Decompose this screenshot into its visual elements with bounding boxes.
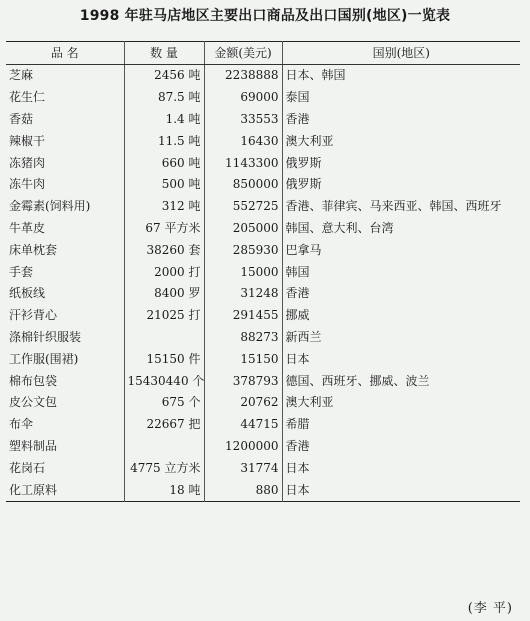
cell-quantity: 2456 吨 — [124, 65, 204, 87]
cell-amount: 850000 — [204, 174, 282, 196]
cell-quantity: 87.5 吨 — [124, 87, 204, 109]
table-row — [6, 130, 520, 152]
table-row — [6, 109, 520, 131]
cell-country: 韩国、意大利、台湾 — [282, 218, 520, 240]
cell-amount: 1143300 — [204, 152, 282, 174]
cell-country: 希腊 — [282, 414, 520, 436]
table-row — [6, 218, 520, 240]
cell-product-name: 手套 — [9, 264, 34, 279]
cell-amount: 378793 — [204, 370, 282, 392]
table-row — [6, 436, 520, 458]
cell-amount: 33553 — [204, 109, 282, 131]
cell-quantity — [124, 436, 204, 458]
cell-amount: 44715 — [204, 414, 282, 436]
table-row — [6, 327, 520, 349]
cell-country: 日本、韩国 — [282, 65, 520, 87]
table-row — [6, 348, 520, 370]
cell-country: 香港 — [282, 109, 520, 131]
cell-product-name: 冻牛肉 — [9, 177, 46, 192]
cell-amount: 205000 — [204, 218, 282, 240]
cell-product-name: 冻猪肉 — [9, 155, 46, 170]
cell-amount: 15000 — [204, 261, 282, 283]
table-body — [6, 65, 520, 502]
cell-amount: 15150 — [204, 348, 282, 370]
cell-country: 泰国 — [282, 87, 520, 109]
cell-product-name: 化工原料 — [9, 482, 58, 497]
cell-country: 澳大利亚 — [282, 130, 520, 152]
cell-product-name: 塑料制品 — [9, 438, 58, 453]
cell-country: 日本 — [282, 348, 520, 370]
cell-product-name: 香菇 — [9, 111, 34, 126]
table-row — [6, 414, 520, 436]
table-row — [6, 392, 520, 414]
cell-amount: 31248 — [204, 283, 282, 305]
table-row — [6, 283, 520, 305]
cell-quantity: 15150 件 — [124, 348, 204, 370]
table-row — [6, 87, 520, 109]
cell-quantity: 2000 打 — [124, 261, 204, 283]
cell-country: 俄罗斯 — [282, 174, 520, 196]
export-table — [6, 41, 520, 502]
cell-country: 香港 — [282, 283, 520, 305]
cell-country: 俄罗斯 — [282, 152, 520, 174]
column-header-name: 品 名 — [6, 42, 124, 65]
cell-quantity — [124, 327, 204, 349]
cell-quantity: 4775 立方米 — [124, 457, 204, 479]
table-row — [6, 152, 520, 174]
cell-country: 新西兰 — [282, 327, 520, 349]
cell-country: 日本 — [282, 457, 520, 479]
cell-quantity: 312 吨 — [124, 196, 204, 218]
cell-country: 挪威 — [282, 305, 520, 327]
cell-product-name: 布伞 — [9, 417, 34, 432]
cell-country: 日本 — [282, 479, 520, 501]
cell-product-name: 花岗石 — [9, 460, 46, 475]
cell-amount: 16430 — [204, 130, 282, 152]
author-credit: (李 平) — [467, 601, 513, 616]
cell-product-name: 花生仁 — [9, 90, 46, 105]
cell-quantity: 675 个 — [124, 392, 204, 414]
cell-quantity: 18 吨 — [124, 479, 204, 501]
cell-product-name: 纸板线 — [9, 286, 46, 301]
cell-product-name: 棉布包袋 — [9, 373, 58, 388]
cell-product-name: 芝麻 — [9, 68, 34, 83]
table-row — [6, 457, 520, 479]
cell-product-name: 皮公文包 — [9, 395, 58, 410]
table-row — [6, 239, 520, 261]
cell-product-name: 牛革皮 — [9, 220, 46, 235]
cell-product-name: 金霉素(饲料用) — [9, 199, 91, 214]
cell-quantity: 660 吨 — [124, 152, 204, 174]
cell-amount: 880 — [204, 479, 282, 501]
cell-quantity: 1.4 吨 — [124, 109, 204, 131]
cell-amount: 2238888 — [204, 65, 282, 87]
table-row — [6, 261, 520, 283]
cell-quantity: 8400 罗 — [124, 283, 204, 305]
cell-quantity: 11.5 吨 — [124, 130, 204, 152]
column-header-quantity: 数 量 — [124, 42, 204, 65]
table-header-row — [6, 42, 520, 65]
cell-amount: 552725 — [204, 196, 282, 218]
cell-product-name: 工作服(围裙) — [9, 351, 79, 366]
cell-quantity: 22667 把 — [124, 414, 204, 436]
table-row — [6, 196, 520, 218]
cell-country: 韩国 — [282, 261, 520, 283]
cell-quantity: 38260 套 — [124, 239, 204, 261]
table-row — [6, 370, 520, 392]
cell-country: 巴拿马 — [282, 239, 520, 261]
table-row — [6, 174, 520, 196]
column-header-amount: 金额(美元) — [204, 42, 282, 65]
cell-amount: 69000 — [204, 87, 282, 109]
cell-amount: 291455 — [204, 305, 282, 327]
table-title: 1998 年驻马店地区主要出口商品及出口国别(地区)一览表 — [79, 8, 451, 24]
cell-amount: 20762 — [204, 392, 282, 414]
cell-quantity: 500 吨 — [124, 174, 204, 196]
cell-product-name: 汗衫背心 — [9, 308, 58, 323]
cell-product-name: 涤棉针织服装 — [9, 329, 82, 344]
cell-product-name: 床单枕套 — [9, 242, 58, 257]
table-row — [6, 479, 520, 501]
column-header-country: 国别(地区) — [282, 42, 520, 65]
cell-amount: 31774 — [204, 457, 282, 479]
cell-country: 香港、菲律宾、马来西亚、韩国、西班牙 — [282, 196, 520, 218]
cell-quantity: 21025 打 — [124, 305, 204, 327]
cell-quantity: 67 平方米 — [124, 218, 204, 240]
cell-amount: 88273 — [204, 327, 282, 349]
cell-country: 德国、西班牙、挪威、波兰 — [282, 370, 520, 392]
cell-country: 香港 — [282, 436, 520, 458]
table-row — [6, 65, 520, 87]
cell-quantity: 15430440 个 — [124, 370, 204, 392]
cell-country: 澳大利亚 — [282, 392, 520, 414]
cell-product-name: 辣椒干 — [9, 133, 46, 148]
cell-amount: 1200000 — [204, 436, 282, 458]
table-row — [6, 305, 520, 327]
cell-amount: 285930 — [204, 239, 282, 261]
